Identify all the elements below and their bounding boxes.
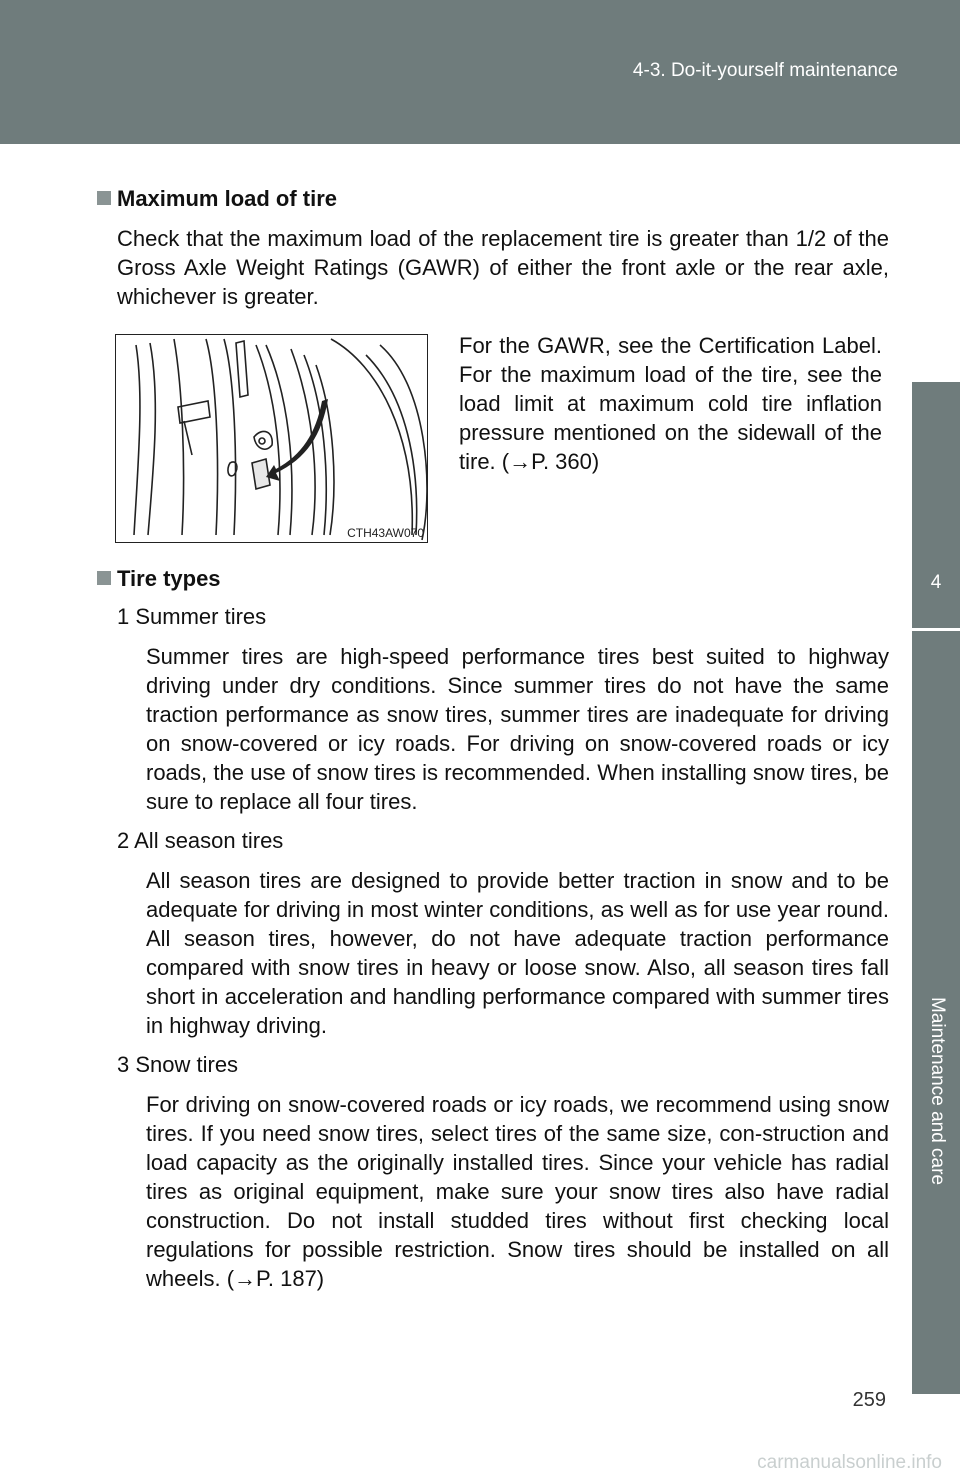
watermark: carmanualsonline.info — [757, 1452, 942, 1473]
figure-code: CTH43AW070 — [347, 526, 424, 540]
page-number: 259 — [852, 1389, 886, 1411]
section-heading-tire-types — [97, 566, 221, 592]
max-load-paragraph: Check that the maximum load of the replacement tire is greater than 1/2 of the Gross Axle Weight Ratings (GAWR) of either the front axle or the rear axle, whichever is greater. — [117, 226, 889, 309]
chapter-label: Maintenance and care — [927, 997, 948, 1186]
door-pillar-illustration — [116, 335, 427, 542]
breadcrumb: 4-3. Do-it-yourself maintenance — [632, 60, 898, 81]
item-title-summer-tires: 1 Summer tires — [117, 604, 267, 629]
chapter-side-tab — [912, 382, 960, 1394]
figure-caption: For the GAWR, see the Certification Label. For the maximum load of the tire, see the load limit at maximum cold tire inflation pressure mentioned on the sidewall of the tire. (→P. 360) — [459, 333, 882, 474]
square-bullet-icon — [97, 191, 111, 205]
item-title-snow-tires: 3 Snow tires — [117, 1052, 239, 1077]
certification-label-figure — [115, 334, 428, 543]
heading-text: Maximum load of tire — [117, 186, 338, 211]
item-body-summer-tires: Summer tires are high-speed performance tires best suited to highway driving under dry conditions. Since summer tires do not have the same traction performance as snow tires, summer tires are inadequate for driving on snow-covered or icy roads. For driving on snow-covered roads or icy roads, the use of snow tires is recommended. When installing snow tires, be sure to replace all four tires. — [146, 644, 889, 814]
chapter-number: 4 — [930, 572, 942, 593]
tab-divider — [912, 628, 960, 631]
page-header — [0, 0, 960, 144]
item-title-all-season-tires: 2 All season tires — [117, 828, 284, 853]
square-bullet-icon — [97, 571, 111, 585]
heading-text: Tire types — [117, 566, 221, 591]
section-heading-max-load — [97, 186, 337, 212]
item-body-all-season-tires: All season tires are designed to provide better traction in snow and to be adequate for driving in most winter conditions, as well as for use year round. All season tires, however, do not have adequate traction performance compared with snow tires in heavy or loose snow. Also, all season tires fall short in acceleration and handling performance compared with summer tires in highway driving. — [146, 868, 889, 1038]
item-body-snow-tires: For driving on snow-covered roads or icy roads, we recommend using snow tires. If you need snow tires, select tires of the same size, con-struction and load capacity as the originally installed tires. Since your vehicle has radial tires as original equipment, make sure your snow tires also have radial construction. Do not install studded tires without first checking local regulations for possible restriction. Snow tires should be installed on all wheels. (→P. 187) — [146, 1092, 889, 1291]
